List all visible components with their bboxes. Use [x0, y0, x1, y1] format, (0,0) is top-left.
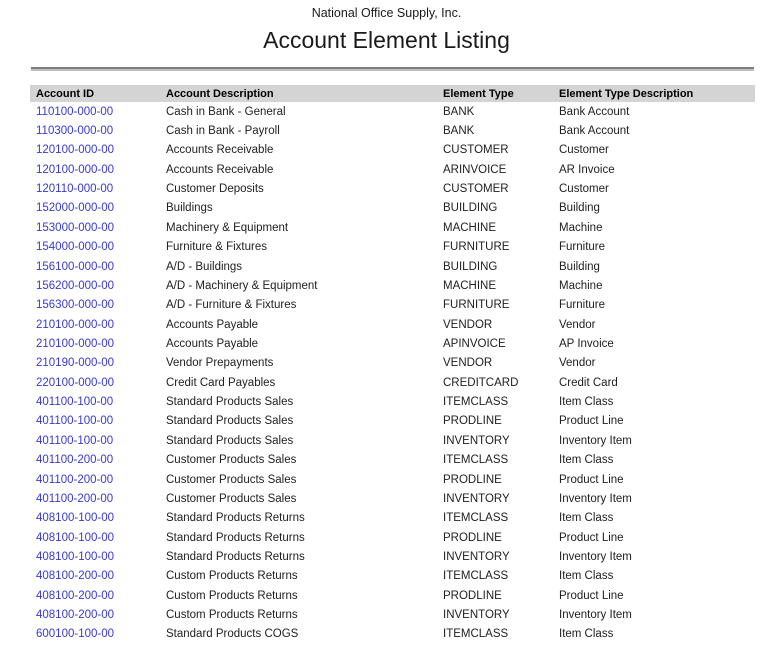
element-type-description-cell: Machine [559, 221, 603, 234]
element-type-description-cell: Credit Card [559, 376, 618, 389]
account-element-table [30, 85, 755, 644]
table-row [30, 102, 755, 121]
account-description-cell: Standard Products Returns [166, 550, 305, 563]
element-type-description-cell: Furniture [559, 299, 606, 312]
account-description-cell: Accounts Receivable [166, 163, 274, 176]
account-description-cell: Customer Deposits [166, 183, 264, 196]
element-type-description-cell: Item Class [559, 570, 614, 583]
element-type-description-cell: Inventory Item [559, 492, 632, 505]
element-type-cell: BUILDING [443, 202, 498, 215]
element-type-description-cell: Building [559, 202, 600, 215]
account-id-link[interactable]: 210190-000-00 [36, 357, 115, 370]
account-id-link[interactable]: 401100-200-00 [36, 454, 114, 467]
table-row [30, 141, 755, 160]
account-id-link[interactable]: 153000-000-00 [36, 221, 115, 234]
table-row [30, 296, 755, 315]
table-row [30, 431, 755, 450]
element-type-description-cell: Building [559, 260, 600, 273]
account-id-link[interactable]: 156100-000-00 [36, 260, 115, 273]
table-row [30, 354, 755, 373]
account-description-cell: Accounts Payable [166, 337, 259, 350]
account-id-link[interactable]: 401100-200-00 [36, 473, 114, 486]
table-row [30, 179, 755, 198]
element-type-description-cell: AR Invoice [559, 163, 615, 176]
element-type-cell: BANK [443, 125, 475, 138]
element-type-cell: ITEMCLASS [443, 396, 509, 409]
element-type-description-cell: Vendor [559, 318, 596, 331]
table-row [30, 257, 755, 276]
element-type-cell: BUILDING [443, 260, 498, 273]
element-type-cell: CUSTOMER [443, 144, 509, 157]
column-header-account-id: Account ID [30, 85, 160, 102]
element-type-cell: PRODLINE [443, 531, 502, 544]
element-type-description-cell: Item Class [559, 628, 614, 641]
account-description-cell: Custom Products Returns [166, 589, 298, 602]
element-type-description-cell: Customer [559, 183, 609, 196]
table-row [30, 199, 755, 218]
element-type-cell: VENDOR [443, 318, 493, 331]
element-type-cell: ITEMCLASS [443, 570, 509, 583]
table-row [30, 315, 755, 334]
element-type-cell: FURNITURE [443, 299, 510, 312]
element-type-description-cell: Product Line [559, 415, 624, 428]
element-type-cell: APINVOICE [443, 337, 506, 350]
element-type-description-cell: Machine [559, 279, 603, 292]
table-row [30, 373, 755, 392]
account-description-cell: A/D - Machinery & Equipment [166, 279, 318, 292]
account-description-cell: Standard Products Sales [166, 396, 294, 409]
element-type-description-cell: Vendor [559, 357, 596, 370]
account-id-link[interactable]: 156200-000-00 [36, 279, 115, 292]
account-id-link[interactable]: 408100-200-00 [36, 609, 115, 622]
account-id-link[interactable]: 110100-000-00 [36, 105, 114, 118]
account-description-cell: Standard Products Returns [166, 531, 305, 544]
column-header-element-type: Element Type [437, 85, 553, 102]
element-type-cell: BANK [443, 105, 475, 118]
account-description-cell: Machinery & Equipment [166, 221, 289, 234]
element-type-description-cell: Furniture [559, 241, 606, 254]
account-description-cell: A/D - Furniture & Fixtures [166, 299, 297, 312]
account-description-cell: Standard Products Sales [166, 415, 294, 428]
account-id-link[interactable]: 401100-100-00 [36, 396, 114, 409]
account-id-link[interactable]: 210100-000-00 [36, 337, 115, 350]
element-type-cell: PRODLINE [443, 473, 502, 486]
account-description-cell: A/D - Buildings [166, 260, 243, 273]
account-id-link[interactable]: 220100-000-00 [36, 376, 115, 389]
account-id-link[interactable]: 401100-100-00 [36, 415, 114, 428]
account-id-link[interactable]: 408100-100-00 [36, 550, 115, 563]
element-type-description-cell: Bank Account [559, 105, 630, 118]
page-title: Account Element Listing [263, 27, 510, 53]
element-type-cell: INVENTORY [443, 550, 510, 563]
account-table-container [30, 85, 755, 644]
account-id-link[interactable]: 152000-000-00 [36, 202, 115, 215]
company-name: National Office Supply, Inc. [311, 6, 462, 20]
account-id-link[interactable]: 110300-000-00 [36, 125, 114, 138]
account-id-link[interactable]: 120100-000-00 [36, 163, 115, 176]
element-type-description-cell: Item Class [559, 512, 614, 525]
element-type-cell: ITEMCLASS [443, 454, 509, 467]
account-id-link[interactable]: 120110-000-00 [36, 183, 114, 196]
account-description-cell: Customer Products Sales [166, 473, 297, 486]
title-divider [31, 67, 754, 71]
table-row [30, 625, 755, 644]
account-description-cell: Cash in Bank - Payroll [166, 125, 280, 138]
table-row [30, 392, 755, 411]
account-description-cell: Vendor Prepayments [166, 357, 274, 370]
account-id-link[interactable]: 401100-100-00 [36, 434, 114, 447]
table-row [30, 412, 755, 431]
account-description-cell: Standard Products Returns [166, 512, 305, 525]
column-header-element-type-description: Element Type Description [553, 85, 755, 102]
table-row [30, 470, 755, 489]
element-type-cell: CUSTOMER [443, 183, 509, 196]
table-row [30, 276, 755, 295]
element-type-cell: FURNITURE [443, 241, 510, 254]
table-row [30, 334, 755, 353]
element-type-cell: ITEMCLASS [443, 628, 509, 641]
element-type-description-cell: Product Line [559, 589, 624, 602]
table-row [30, 547, 755, 566]
element-type-description-cell: Inventory Item [559, 550, 632, 563]
table-row [30, 489, 755, 508]
table-row [30, 586, 755, 605]
account-id-link[interactable]: 120100-000-00 [36, 144, 115, 157]
element-type-description-cell: Inventory Item [559, 609, 632, 622]
element-type-cell: VENDOR [443, 357, 493, 370]
element-type-cell: PRODLINE [443, 415, 502, 428]
element-type-cell: ARINVOICE [443, 163, 507, 176]
account-description-cell: Credit Card Payables [166, 376, 276, 389]
table-row [30, 450, 755, 469]
element-type-cell: ITEMCLASS [443, 512, 509, 525]
account-description-cell: Customer Products Sales [166, 454, 297, 467]
element-type-cell: INVENTORY [443, 609, 510, 622]
account-id-link[interactable]: 408100-100-00 [36, 512, 115, 525]
account-description-cell: Standard Products Sales [166, 434, 294, 447]
account-id-link[interactable]: 408100-100-00 [36, 531, 115, 544]
element-type-description-cell: Product Line [559, 473, 624, 486]
account-id-link[interactable]: 408100-200-00 [36, 589, 115, 602]
account-description-cell: Furniture & Fixtures [166, 241, 267, 254]
element-type-cell: MACHINE [443, 279, 497, 292]
account-description-cell: Accounts Payable [166, 318, 259, 331]
element-type-description-cell: Customer [559, 144, 609, 157]
table-row [30, 605, 755, 624]
element-type-cell: INVENTORY [443, 492, 510, 505]
table-row [30, 567, 755, 586]
element-type-description-cell: Product Line [559, 531, 624, 544]
account-description-cell: Custom Products Returns [166, 609, 298, 622]
account-id-link[interactable]: 600100-100-00 [36, 628, 115, 641]
element-type-description-cell: Item Class [559, 454, 614, 467]
account-id-link[interactable]: 401100-200-00 [36, 492, 114, 505]
element-type-description-cell: Bank Account [559, 125, 630, 138]
element-type-cell: PRODLINE [443, 589, 502, 602]
account-id-link[interactable]: 210100-000-00 [36, 318, 115, 331]
table-header-row [30, 85, 755, 102]
element-type-cell: CREDITCARD [443, 376, 519, 389]
table-row [30, 218, 755, 237]
element-type-description-cell: Item Class [559, 396, 614, 409]
table-row [30, 160, 755, 179]
table-row [30, 509, 755, 528]
account-table-body [30, 102, 755, 644]
column-header-account-description: Account Description [160, 85, 437, 102]
account-description-cell: Standard Products COGS [166, 628, 299, 641]
element-type-cell: INVENTORY [443, 434, 510, 447]
table-row [30, 238, 755, 257]
element-type-description-cell: AP Invoice [559, 337, 614, 350]
account-description-cell: Accounts Receivable [166, 144, 274, 157]
element-type-cell: MACHINE [443, 221, 497, 234]
table-row [30, 121, 755, 140]
account-description-cell: Cash in Bank - General [166, 105, 286, 118]
account-description-cell: Customer Products Sales [166, 492, 297, 505]
account-id-link[interactable]: 408100-200-00 [36, 570, 115, 583]
account-id-link[interactable]: 154000-000-00 [36, 241, 115, 254]
element-type-description-cell: Inventory Item [559, 434, 632, 447]
account-description-cell: Custom Products Returns [166, 570, 298, 583]
account-id-link[interactable]: 156300-000-00 [36, 299, 115, 312]
account-description-cell: Buildings [166, 202, 213, 215]
table-row [30, 528, 755, 547]
